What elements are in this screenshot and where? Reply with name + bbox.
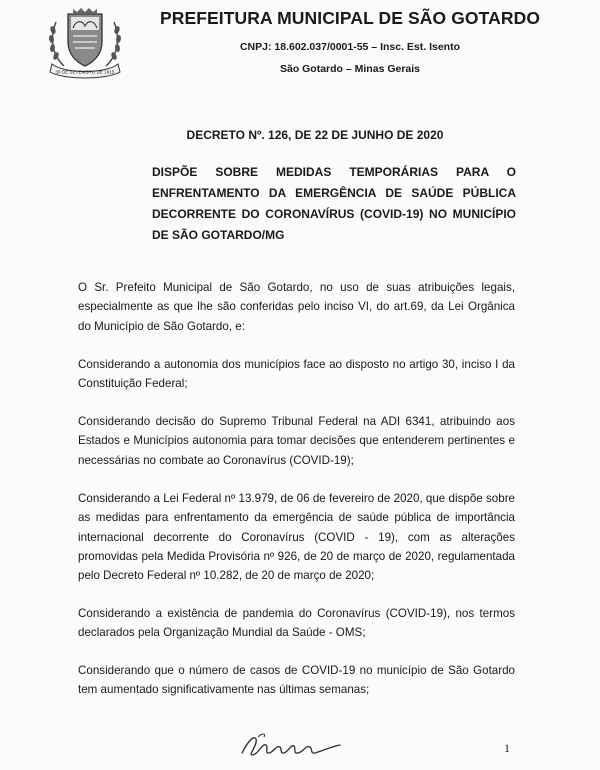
paragraph-considering-pandemic: Considerando a existência de pandemia do Coronavírus (COVID-19), nos termos declarados pela Organização Mundial da Saúde - OMS; <box>78 607 515 640</box>
page-number: 1 <box>504 741 510 755</box>
decree-summary: DISPÕE SOBRE MEDIDAS TEMPORÁRIAS PARA O ENFRENTAMENTO DA EMERGÊNCIA DE SAÚDE PÚBLICA DECORRENTE DO CORONAVÍRUS (COVID-19) NO MUNICÍPIO DE SÃO GOTARDO/MG <box>152 165 516 242</box>
paragraph-considering-stf: Considerando decisão do Supremo Tribunal Federal na ADI 6341, atribuindo aos Estados e Municípios autonomia para tomar decisões que entenderem pertinentes e necessárias no combate ao Coronavírus (COVID-19); <box>78 415 515 467</box>
municipal-crest-icon <box>42 6 128 82</box>
paragraph-preamble: O Sr. Prefeito Municipal de São Gotardo, no uso de suas atribuições legais, especialmente as que lhe são conferidas pelo inciso VI, do art.69, da Lei Orgânica do Município de São Gotardo, e: <box>78 281 515 333</box>
svg-text:30 DE SETEMBRO DE 1915: 30 DE SETEMBRO DE 1915 <box>55 69 115 75</box>
paragraph-considering-autonomy: Considerando a autonomia dos municípios face ao disposto no artigo 30, inciso I da Constituição Federal; <box>78 358 515 391</box>
decree-title: DECRETO Nº. 126, DE 22 DE JUNHO DE 2020 <box>186 128 444 142</box>
signature-image <box>236 727 346 763</box>
paragraph-considering-cases: Considerando que o número de casos de COVID-19 no município de São Gotardo tem aumentado significativamente nas últimas semanas; <box>78 664 515 697</box>
org-name: PREFEITURA MUNICIPAL DE SÃO GOTARDO <box>159 8 541 28</box>
paragraph-considering-federal-law: Considerando a Lei Federal nº 13.979, de 06 de fevereiro de 2020, que dispõe sobre as medidas para enfrentamento da emergência de saúde pública de importância internacional decorrente do Coronavírus (COVID - 19), com as alterações promovidas pela Medida Provisória nº 926, de 20 de março de 2020, regulamentada pelo Decreto Federal nº 10.282, de 20 de março de 2020; <box>78 492 515 583</box>
org-city-line: São Gotardo – Minas Gerais <box>279 63 421 75</box>
org-cnpj-line: CNPJ: 18.602.037/0001-55 – Insc. Est. Isento <box>239 41 461 53</box>
